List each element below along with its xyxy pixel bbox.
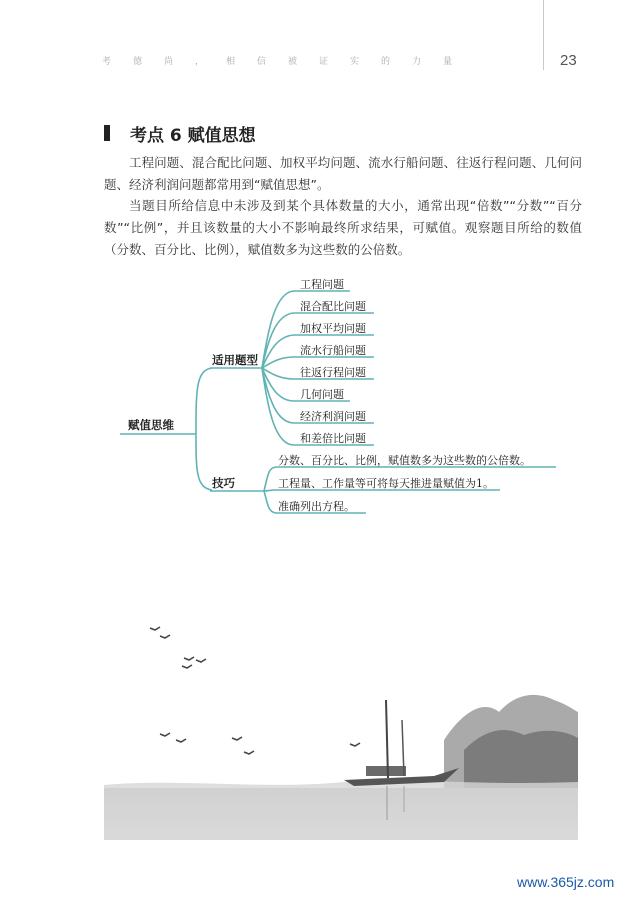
mindmap-type-item: 工程问题	[300, 278, 344, 291]
mindmap-tip-item: 分数、百分比、比例，赋值数多为这些数的公倍数。	[278, 454, 531, 467]
paragraph-2: 当题目所给信息中未涉及到某个具体数量的大小，通常出现“倍数”“分数”“百分数”“比例”，并且该数量的大小不影响最终所求结果，可赋值。观察题目所给的数值（分数、百分比、比例），赋值数多为这些数的公倍数。	[104, 198, 582, 257]
section-title-marker	[104, 125, 110, 141]
mindmap-type-item: 流水行船问题	[300, 344, 366, 357]
mindmap-type-item: 加权平均问题	[300, 322, 366, 335]
header-motto: 考德尚，相信被证实的力量	[102, 57, 475, 67]
mindmap-type-item: 混合配比问题	[300, 300, 366, 313]
section-title: 考点 6 赋值思想	[130, 126, 256, 146]
mindmap-type-item: 经济利润问题	[300, 410, 366, 423]
mindmap-root: 赋值思维	[128, 418, 174, 432]
ink-landscape-illustration	[104, 600, 578, 840]
mindmap-type-item: 几何问题	[300, 388, 344, 401]
connector-tips	[196, 434, 212, 490]
mindmap-branch-types: 适用题型	[212, 353, 258, 367]
birds	[150, 627, 360, 754]
mindmap	[0, 270, 640, 530]
watermark: www.365jz.com	[517, 874, 615, 890]
connector-types	[196, 368, 212, 434]
paragraph-1: 工程问题、混合配比问题、加权平均问题、流水行船问题、往返行程问题、几何问题、经济利润问题都常用到“赋值思想”。	[104, 155, 582, 192]
header-divider	[543, 0, 544, 70]
page-header	[0, 0, 640, 80]
page-number: 23	[560, 52, 577, 69]
mindmap-tip-item: 工程量、工作量等可将每天推进量赋值为1。	[278, 477, 494, 490]
mindmap-tip-item: 准确列出方程。	[278, 500, 355, 513]
mindmap-type-item: 往返行程问题	[300, 366, 366, 379]
mindmap-type-item: 和差倍比问题	[300, 432, 366, 445]
mindmap-branch-tips: 技巧	[212, 476, 235, 490]
